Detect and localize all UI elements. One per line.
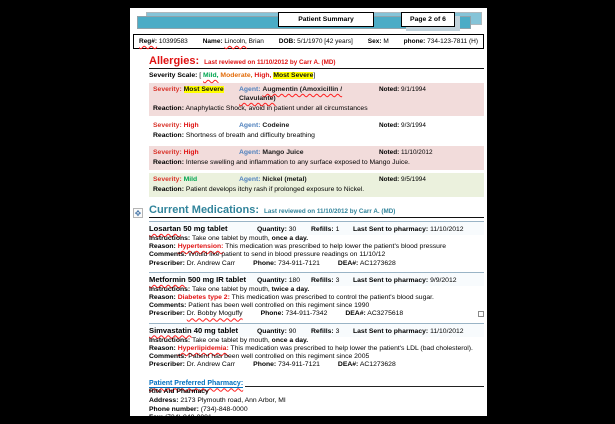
allergies-heading: Allergies: <box>149 55 200 67</box>
medications-section <box>134 204 484 373</box>
document-header <box>130 8 487 32</box>
scale-moderate: Moderate, <box>220 72 253 79</box>
allergies-heading-row <box>149 55 484 69</box>
allergy-row-mango-juice: Severity: High Agent: Mango Juice Noted: 11/10/2012 Reaction: Intense swelling and inflammation to any surface exposed to Mango Juice. <box>149 146 484 170</box>
medications-heading-row <box>149 204 484 218</box>
page-number-box <box>401 12 455 27</box>
allergies-reviewed-note: Last reviewed on 11/10/2012 by Carr A. (MD) <box>204 59 336 66</box>
allergy-row-augmentin: Severity: Most Severe Agent: Augmentin (Amoxicillin / Clavulante) Noted: 9/1/1994 Reaction: Anaphylactic Shock, avoid in patient under all circumstances <box>149 83 484 116</box>
pharmacy-address: Address: 2173 Plymouth road, Ann Arbor, MI <box>149 397 286 405</box>
patient-sex: Sex: M <box>367 38 389 45</box>
patient-reg: Reg#: 10399583 <box>139 38 188 45</box>
pharmacy-name: Rite Aid Pharmacy <box>149 388 209 396</box>
allergy-row-nickel: Severity: Mild Agent: Nickel (metal) Noted: 9/5/1994 Reaction: Patient develops itchy rash if prolonged exposure to Nickel. <box>149 173 484 197</box>
document-title: Patient Summary <box>298 16 354 23</box>
medications-reviewed-note: Last reviewed on 11/10/2012 by Carr A. (MD) <box>264 208 396 215</box>
pharmacy-phone: Phone number: (734)-848-0000 <box>149 405 248 413</box>
medications-heading: Current Medications: <box>149 204 260 216</box>
allergy-row-codeine: Severity: High Agent: Codeine Noted: 9/3/1994 Reaction: Shortness of breath and difficulty breathing <box>153 122 426 139</box>
table-move-handle-icon[interactable]: ✥ <box>134 209 142 218</box>
document-page <box>130 8 487 422</box>
patient-name: Name: Lincoln, Brian <box>202 38 264 45</box>
patient-dob: DOB: 5/1/1970 [42 years] <box>278 38 353 45</box>
patient-summary-title-box <box>278 12 374 27</box>
scale-mild: Mild, <box>203 72 219 79</box>
pharmacy-section <box>149 380 484 422</box>
stray-checkbox[interactable] <box>478 311 484 317</box>
page-indicator: Page 2 of 6 <box>410 16 446 23</box>
scale-most-severe: Most Severe <box>273 72 314 79</box>
severity-scale: Severity Scale: [ Mild, Moderate, High, Most Severe] <box>149 72 316 79</box>
patient-phone: phone: 734-123-7811 (H) <box>403 38 478 45</box>
pharmacy-fax: Fax: (734)-848-0001 <box>149 414 212 422</box>
scale-high: High, <box>254 72 272 79</box>
medication-losartan: Losartan 50 mg tablet Quantity: 30 Refills: 1 Last Sent to pharmacy: 11/10/2012 Instructions: Take one tablet by mouth, once a day. Reason: Hypertension: This medication was prescribed to help lower the patient's blood pressure Comments: Would like patient to send in blood pressure readings on 11/10/12 Prescriber: Dr. Andrew Carr Phone: 734-911-7121 DEA#: AC1273628 <box>149 221 484 272</box>
pharmacy-heading-rule <box>245 386 484 387</box>
patient-info-bar <box>133 34 484 49</box>
medication-simvastatin: Simvastatin 40 mg tablet Quantity: 90 Refills: 3 Last Sent to pharmacy: 11/10/2012 Instructions: Take one tablet by mouth, once a day. Reason: Hyperlipidemia: This medication was prescribed to help lower the patient's LDL (bad cholesterol). Comments: Patient has been well controlled on this regiment since 2005 Prescriber: Dr. Andrew Carr Phone: 734-911-7121 DEA#: AC1273628 <box>149 323 484 374</box>
pharmacy-heading: Patient Preferred Pharmacy: <box>149 380 244 388</box>
medication-metformin: Metformin 500 mg IR tablet Quantity: 180 Refills: 3 Last Sent to pharmacy: 9/9/2012 Instructions: Take one tablet by mouth, twice a day. Reason: Diabetes type 2: This medication was prescribed to control the patient's blood sugar. Comments: Patient has been well controlled on this regiment since 1990 Prescriber: Dr. Bobby Moguffy Phone: 734-911-7342 DEA#: AC3275618 <box>149 272 484 323</box>
